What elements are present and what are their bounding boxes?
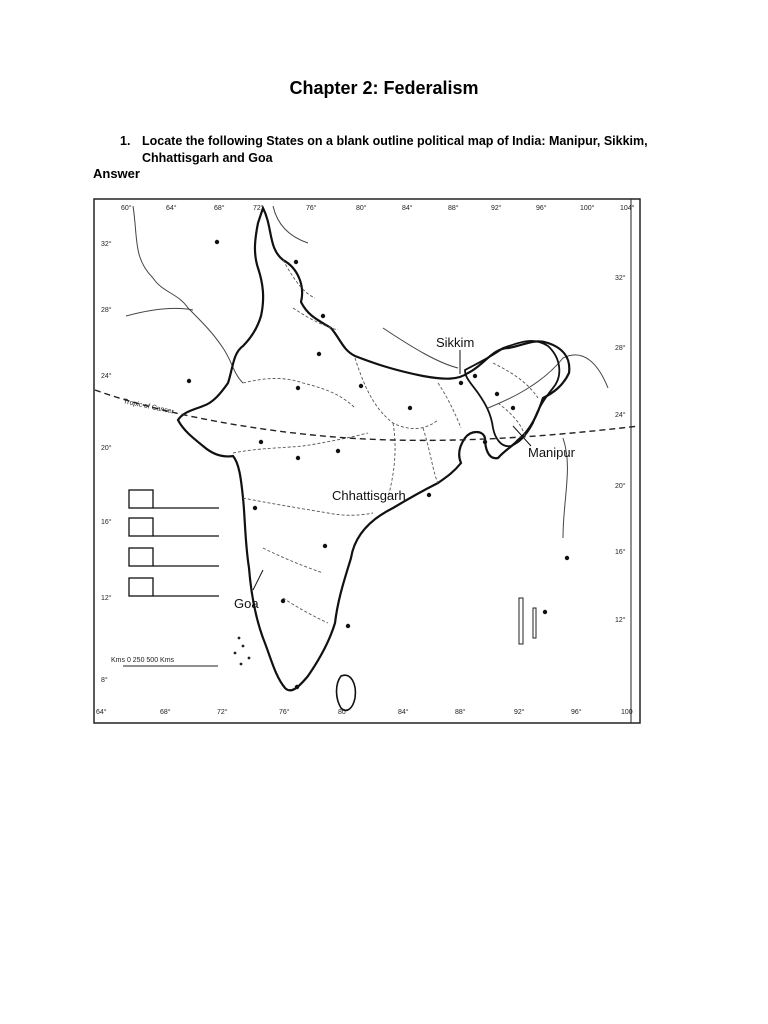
top-longitude-labels [121,204,635,212]
lat-left-label: 8° [101,677,108,684]
boundary-chhattisgarh-east [423,428,438,483]
city-dot [295,685,299,689]
lon-top-label: 72° [253,205,264,212]
goa-pointer [253,570,263,590]
boundary-bihar [438,383,461,428]
boundary-up [355,358,438,429]
city-dot [543,610,547,614]
lon-top-label: 96° [536,205,547,212]
lat-left-label: 12° [101,595,112,602]
city-dot [321,314,325,318]
lon-bottom-label: 84° [398,709,409,716]
answer-box [129,548,153,566]
islands [234,598,536,665]
city-dot [296,386,300,390]
answer-box [129,518,153,536]
city-dot [483,440,487,444]
lat-left-label: 32° [101,241,112,248]
lat-left-label: 16° [101,519,112,526]
lat-right-label: 24° [615,412,626,419]
lakshadweep-island [242,645,245,648]
scale-bar [111,657,218,666]
nicobar-islands [533,608,536,638]
boundary-mp-south [233,433,368,453]
lakshadweep-island [240,663,243,666]
question-number: 1. [120,134,131,148]
map-svg [93,198,641,724]
lat-left-label: 20° [101,445,112,452]
sikkim-label: Sikkim [436,335,475,350]
city-dot [336,449,340,453]
lat-right-label: 28° [615,345,626,352]
right-latitude-labels [615,274,626,624]
lon-bottom-label: 64° [96,709,107,716]
goa-label: Goa [234,596,259,611]
manipur-label: Manipur [528,445,575,460]
lon-top-label: 104° [620,205,635,212]
page-title: Chapter 2: Federalism [289,78,479,98]
lon-top-label: 68° [214,205,225,212]
lon-top-label: 88° [448,205,459,212]
city-dot [323,544,327,548]
answer-label: Answer [93,166,140,181]
lon-top-label: 80° [356,205,367,212]
lon-bottom-label: 76° [279,709,290,716]
city-dot [359,384,363,388]
lon-bottom-label: 80° [338,709,349,716]
india-outline [178,208,569,690]
city-dot [317,352,321,356]
lon-bottom-label: 88° [455,709,466,716]
lon-top-label: 92° [491,205,502,212]
boundary-assam [493,363,538,398]
city-dot [259,440,263,444]
city-dot [459,381,463,385]
city-dot [294,260,298,264]
boundary-chhattisgarh-west [388,423,395,498]
city-dot [495,392,499,396]
lakshadweep-island [248,657,251,660]
city-dot [281,599,285,603]
city-dot [511,406,515,410]
capital-dots [187,240,569,689]
city-dot [473,374,477,378]
city-dot [427,493,431,497]
lon-bottom-label: 68° [160,709,171,716]
label-pointers [253,350,531,590]
city-dot [253,506,257,510]
sri-lanka-outline [337,675,356,710]
answer-boxes [129,490,219,596]
question-1 [120,133,680,167]
lat-right-label: 20° [615,483,626,490]
city-dot [346,624,350,628]
lon-top-label: 60° [121,205,132,212]
bottom-longitude-labels [96,708,633,716]
afghan-border [126,308,193,316]
india-outline-map [93,198,641,724]
lon-top-label: 84° [402,205,413,212]
city-dot [187,379,191,383]
lakshadweep-island [238,637,241,640]
lat-right-label: 32° [615,275,626,282]
boundary-rajasthan [243,378,355,408]
lon-bottom-label: 100 [621,709,633,716]
lon-top-label: 76° [306,205,317,212]
andaman-islands [519,598,523,644]
lat-right-label: 16° [615,549,626,556]
boundary-karnataka [263,548,323,573]
chhattisgarh-label: Chhattisgarh [332,488,406,503]
scale-label: Kms 0 250 500 Kms [111,657,175,664]
city-dot [296,456,300,460]
boundary-tamilnadu [283,598,328,623]
question-text: Locate the following States on a blank outline political map of India: Manipur, Sikkim, Chhattisgarh and Goa [142,134,648,165]
lon-bottom-label: 92° [514,709,525,716]
lat-right-label: 12° [615,617,626,624]
answer-box [129,490,153,508]
lon-top-label: 64° [166,205,177,212]
myanmar-border-north [488,355,608,408]
china-border-west [273,206,308,243]
left-latitude-labels [101,240,112,684]
city-dot [408,406,412,410]
city-dot [215,240,219,244]
pakistan-border [133,206,243,383]
state-boundaries [233,260,538,623]
lat-left-label: 28° [101,307,112,314]
map-frame [94,199,640,723]
lon-bottom-label: 72° [217,709,228,716]
lat-left-label: 24° [101,373,112,380]
city-dot [565,556,569,560]
lon-top-label: 100° [580,205,595,212]
lon-bottom-label: 96° [571,709,582,716]
northeast-outline [465,341,559,446]
tropic-label: Tropic of Cancer [122,398,175,416]
answer-box [129,578,153,596]
lakshadweep-island [234,652,237,655]
